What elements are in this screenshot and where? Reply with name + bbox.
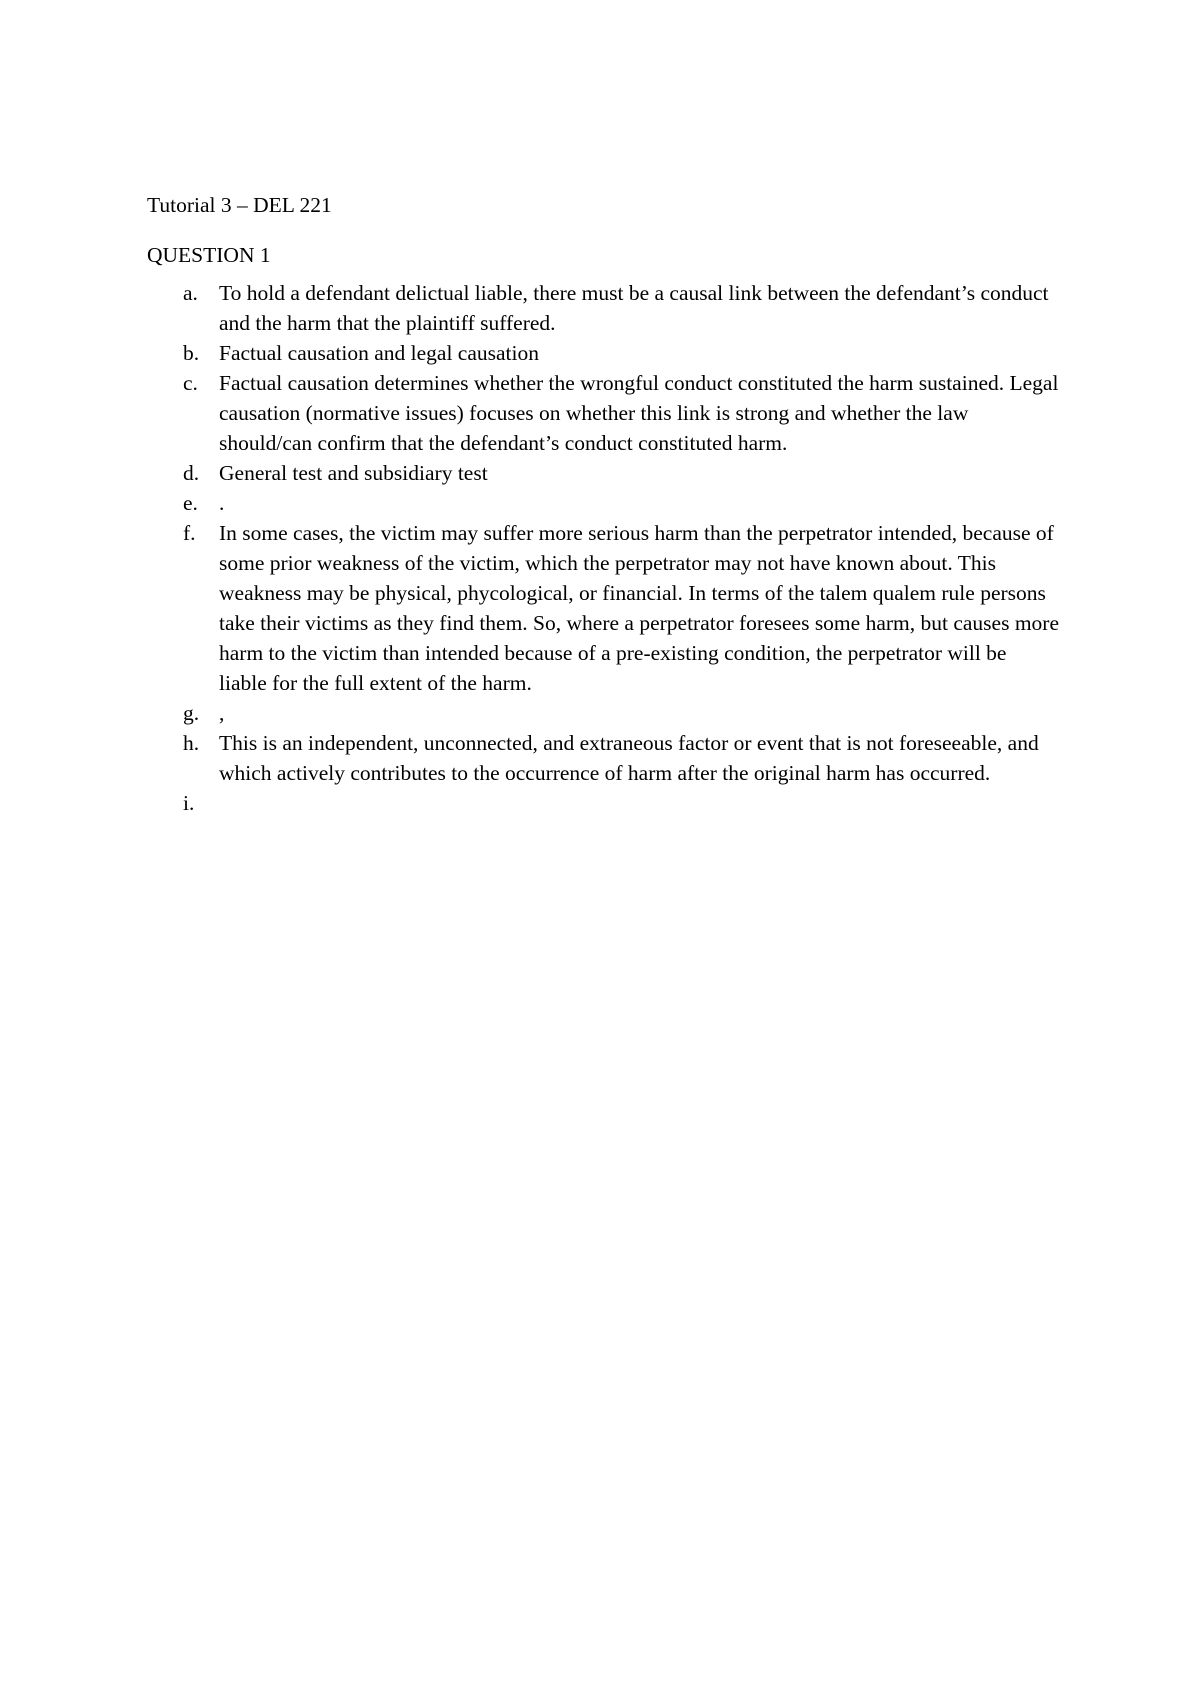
answer-text	[219, 788, 1059, 818]
answer-marker: c.	[183, 371, 198, 395]
answer-marker: i.	[183, 791, 195, 815]
answer-marker: d.	[183, 461, 200, 485]
answer-item-f	[147, 518, 1059, 698]
answer-text: In some cases, the victim may suffer more serious harm than the perpetrator intended, because of some prior weakness of the victim, which the perpetrator may not have known about. This weakness may be physical, phycological, or financial. In terms of the talem qualem rule persons take their victims as they find them. So, where a perpetrator foresees some harm, but causes more harm to the victim than intended because of a pre-existing condition, the perpetrator will be liable for the full extent of the harm.	[219, 521, 1060, 695]
document-title: Tutorial 3 – DEL 221	[147, 193, 332, 217]
answer-text: General test and subsidiary test	[219, 461, 488, 485]
answer-marker: g.	[183, 701, 200, 725]
answer-text: Factual causation determines whether the wrongful conduct constituted the harm sustained. Legal causation (normative issues) focuses on whether this link is strong and whether the law should/can confirm that the defendant’s conduct constituted harm.	[219, 371, 1059, 455]
answer-text: To hold a defendant delictual liable, there must be a causal link between the defendant’s conduct and the harm that the plaintiff suffered.	[219, 281, 1049, 335]
answer-marker: a.	[183, 281, 198, 305]
answer-marker: e.	[183, 491, 198, 515]
answer-item-g	[147, 698, 1059, 728]
answer-text: This is an independent, unconnected, and extraneous factor or event that is not foreseeable, and which actively contributes to the occurrence of harm after the original harm has occurred.	[219, 731, 1039, 785]
answer-item-e	[147, 488, 1059, 518]
answer-item-c	[147, 368, 1059, 458]
answer-item-b	[147, 338, 1059, 368]
answer-item-i	[147, 788, 1059, 818]
question-heading: QUESTION 1	[147, 243, 271, 267]
answer-marker: f.	[183, 521, 196, 545]
answer-text: Factual causation and legal causation	[219, 341, 539, 365]
answer-item-a	[147, 278, 1059, 338]
answer-marker: b.	[183, 341, 200, 365]
answer-item-d	[147, 458, 1059, 488]
answer-text: .	[219, 491, 225, 515]
document-content	[147, 190, 1067, 818]
answer-item-h	[147, 728, 1059, 788]
answer-text: ,	[219, 701, 225, 725]
answer-list	[147, 278, 1067, 818]
answer-marker: h.	[183, 731, 200, 755]
